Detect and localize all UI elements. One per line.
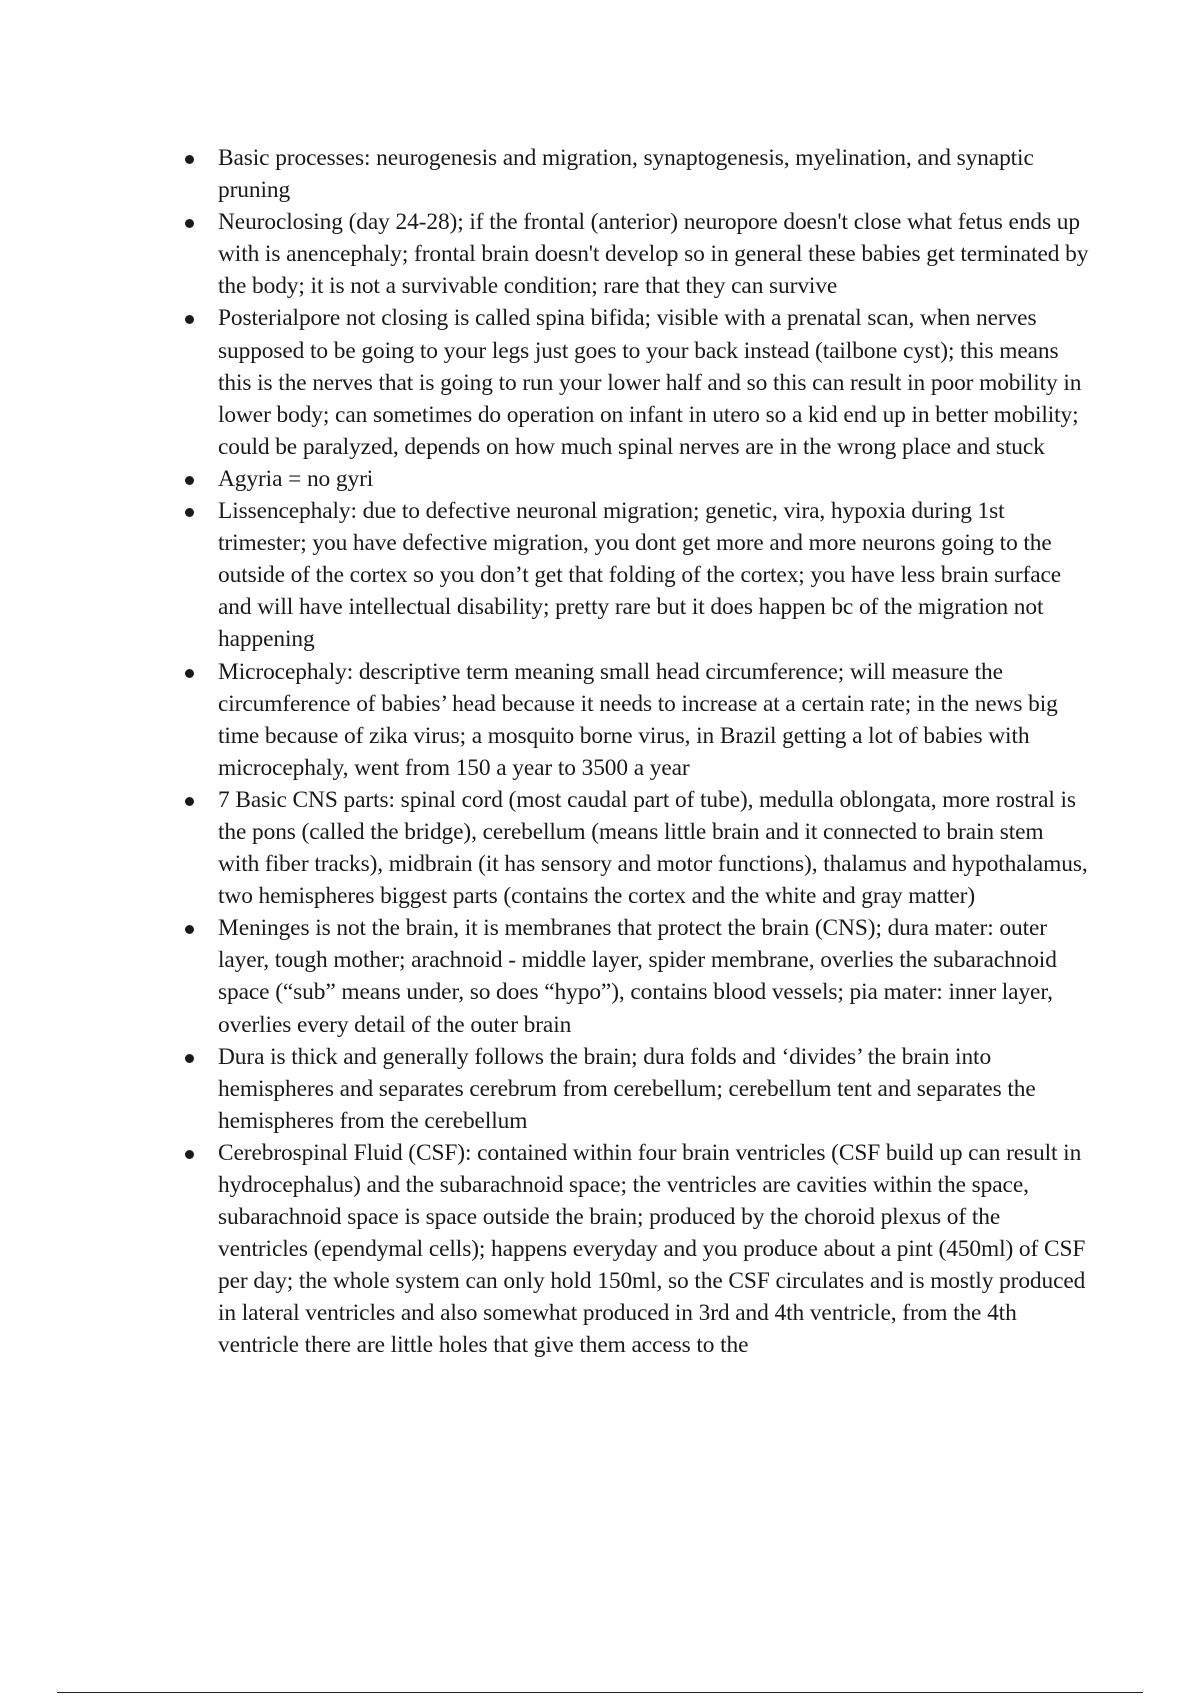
list-item-text: Agyria = no gyri <box>218 465 374 492</box>
bullet-icon <box>185 1054 194 1063</box>
list-item <box>180 1137 1090 1362</box>
list-item-text: Meninges is not the brain, it is membranes that protect the brain (CNS); dura mater: outer layer, tough mother; arachnoid - middle layer, spider membrane, overlies the subarachnoid space (“sub” means under, so does “hypo”), contains blood vessels; pia mater: inner layer, overlies every detail of the outer brain <box>218 915 1057 1038</box>
page-bottom-divider <box>57 1692 1143 1693</box>
bullet-icon <box>185 669 194 678</box>
bullet-list <box>180 142 1090 1362</box>
list-item <box>180 784 1090 912</box>
list-item-text: Posterialpore not closing is called spina bifida; visible with a prenatal scan, when nerves supposed to be going to your legs just goes to your back instead (tailbone cyst); this means this is the nerves that is going to run your lower half and so this can result in poor mobility in lower body; can sometimes do operation on infant in utero so a kid end up in better mobility; could be paralyzed, depends on how much spinal nerves are in the wrong place and stuck <box>218 305 1082 460</box>
list-item-text: Neuroclosing (day 24-28); if the frontal (anterior) neuropore doesn't close what fetus ends up with is anencephaly; frontal brain doesn't develop so in general these babies get terminated by the body; it is not a survivable condition; rare that they can survive <box>218 209 1089 300</box>
bullet-icon <box>185 925 194 934</box>
list-item <box>180 302 1090 462</box>
list-item <box>180 495 1090 655</box>
list-item <box>180 206 1090 302</box>
bullet-icon <box>185 476 194 485</box>
list-item <box>180 142 1090 206</box>
list-item-text: Basic processes: neurogenesis and migration, synaptogenesis, myelination, and synaptic pruning <box>218 145 1034 204</box>
bullet-icon <box>185 155 194 164</box>
bullet-icon <box>185 1150 194 1159</box>
bullet-icon <box>185 219 194 228</box>
list-item-text: Lissencephaly: due to defective neuronal migration; genetic, vira, hypoxia during 1st trimester; you have defective migration, you dont get more and more neurons going to the outside of the cortex so you don’t get that folding of the cortex; you have less brain surface and will have intellectual disability; pretty rare but it does happen bc of the migration not happening <box>218 498 1062 653</box>
list-item <box>180 656 1090 784</box>
list-item <box>180 912 1090 1040</box>
bullet-icon <box>185 508 194 517</box>
bullet-icon <box>185 797 194 806</box>
list-item-text: Cerebrospinal Fluid (CSF): contained within four brain ventricles (CSF build up can result in hydrocephalus) and the subarachnoid space; the ventricles are cavities within the space, subarachnoid space is space outside the brain; produced by the choroid plexus of the ventricles (ependymal cells); happens everyday and you produce about a pint (450ml) of CSF per day; the whole system can only hold 150ml, so the CSF circulates and is mostly produced in lateral ventricles and also somewhat produced in 3rd and 4th ventricle, from the 4th ventricle there are little holes that give them access to the <box>218 1139 1086 1359</box>
list-item-text: Dura is thick and generally follows the brain; dura folds and ‘divides’ the brain into hemispheres and separates cerebrum from cerebellum; cerebellum tent and separates the hemispheres from the cerebellum <box>218 1043 1036 1134</box>
bullet-icon <box>185 315 194 324</box>
list-item-text: Microcephaly: descriptive term meaning small head circumference; will measure the circumference of babies’ head because it needs to increase at a certain rate; in the news big time because of zika virus; a mosquito borne virus, in Brazil getting a lot of babies with microcephaly, went from 150 a year to 3500 a year <box>218 658 1058 781</box>
list-item <box>180 1041 1090 1137</box>
list-item <box>180 463 1090 495</box>
list-item-text: 7 Basic CNS parts: spinal cord (most caudal part of tube), medulla oblongata, more rostral is the pons (called the bridge), cerebellum (means little brain and it connected to brain stem with fiber tracks), midbrain (it has sensory and motor functions), thalamus and hypothalamus, two hemispheres biggest parts (contains the cortex and the white and gray matter) <box>218 786 1088 910</box>
